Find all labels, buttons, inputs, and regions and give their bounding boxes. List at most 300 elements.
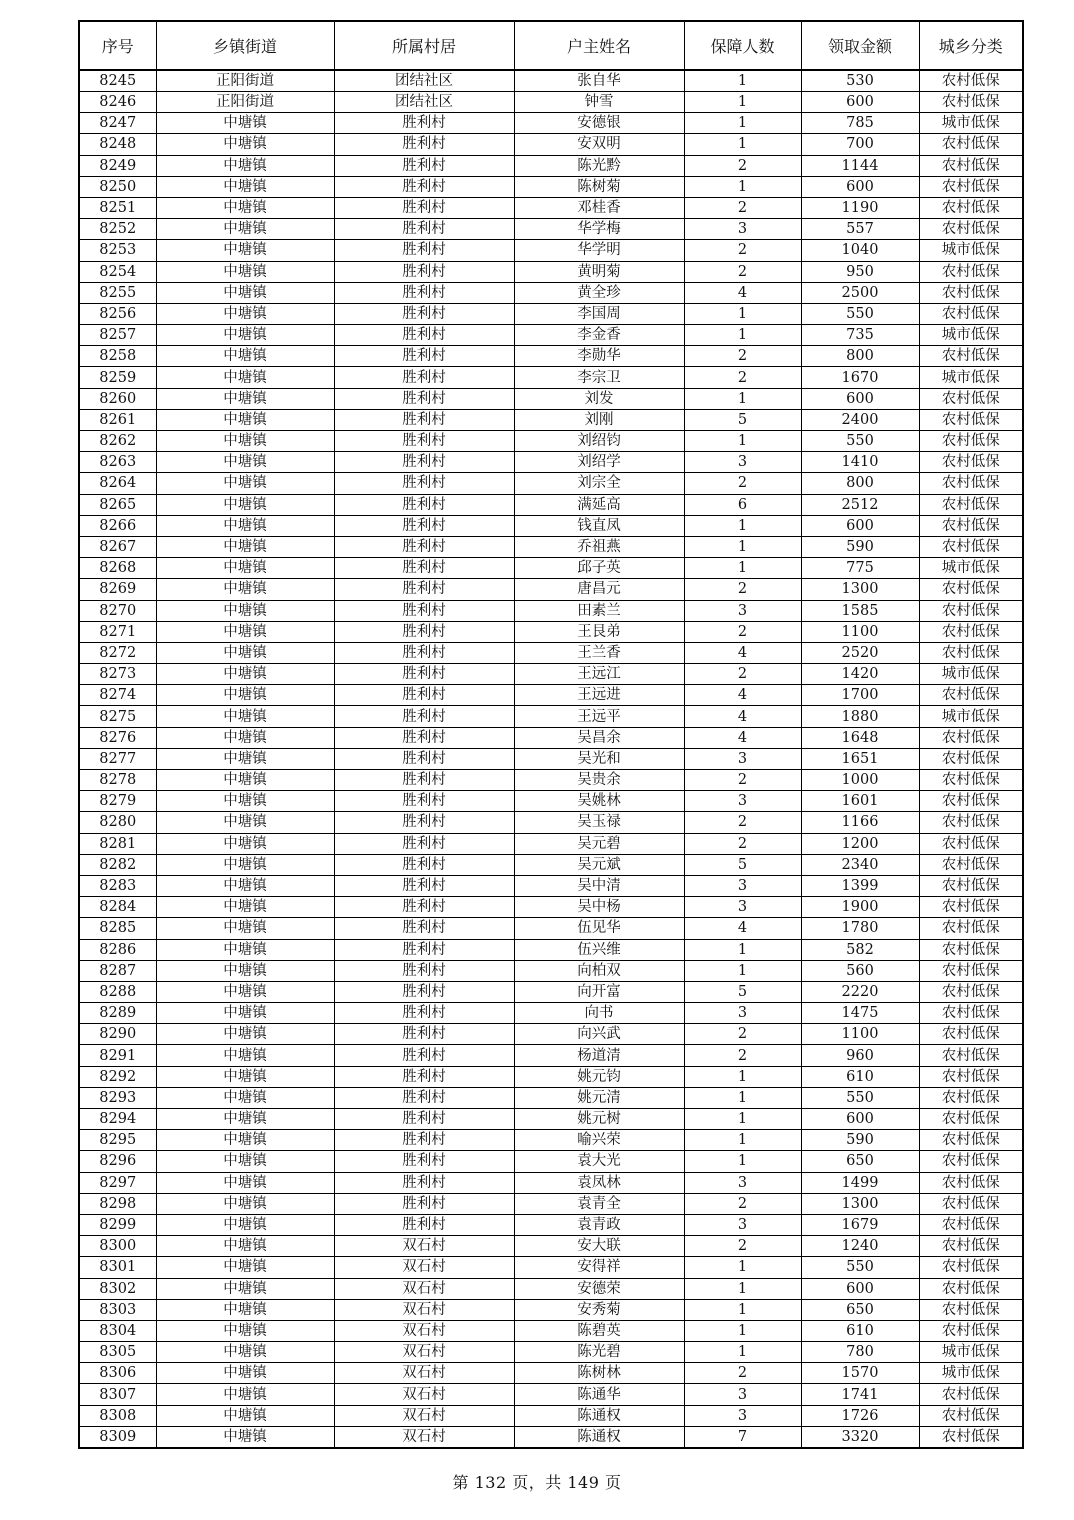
cell-category: 农村低保 xyxy=(919,791,1023,812)
cell-amount: 600 xyxy=(801,92,919,113)
cell-township: 中塘镇 xyxy=(156,367,334,388)
cell-township: 中塘镇 xyxy=(156,515,334,536)
table-row xyxy=(79,706,1023,727)
cell-householder: 李金香 xyxy=(514,325,684,346)
cell-category: 城市低保 xyxy=(919,706,1023,727)
cell-category: 农村低保 xyxy=(919,70,1023,92)
cell-village: 胜利村 xyxy=(334,791,514,812)
table-row xyxy=(79,960,1023,981)
cell-category: 农村低保 xyxy=(919,1384,1023,1405)
cell-persons: 3 xyxy=(684,1405,801,1426)
table-row xyxy=(79,854,1023,875)
cell-persons: 4 xyxy=(684,918,801,939)
cell-amount: 960 xyxy=(801,1045,919,1066)
cell-category: 农村低保 xyxy=(919,261,1023,282)
cell-township: 中塘镇 xyxy=(156,1003,334,1024)
cell-township: 中塘镇 xyxy=(156,1130,334,1151)
cell-amount: 1166 xyxy=(801,812,919,833)
cell-index: 8300 xyxy=(79,1236,156,1257)
table-row xyxy=(79,664,1023,685)
table-row xyxy=(79,92,1023,113)
cell-township: 中塘镇 xyxy=(156,1342,334,1363)
cell-persons: 4 xyxy=(684,282,801,303)
cell-householder: 陈碧英 xyxy=(514,1320,684,1341)
cell-amount: 735 xyxy=(801,325,919,346)
cell-category: 城市低保 xyxy=(919,664,1023,685)
table-row xyxy=(79,325,1023,346)
cell-amount: 650 xyxy=(801,1299,919,1320)
cell-persons: 2 xyxy=(684,473,801,494)
cell-amount: 2500 xyxy=(801,282,919,303)
cell-index: 8306 xyxy=(79,1363,156,1384)
cell-householder: 刘刚 xyxy=(514,409,684,430)
cell-householder: 吴玉禄 xyxy=(514,812,684,833)
cell-category: 农村低保 xyxy=(919,854,1023,875)
cell-village: 胜利村 xyxy=(334,515,514,536)
cell-persons: 2 xyxy=(684,197,801,218)
cell-persons: 1 xyxy=(684,1087,801,1108)
table-row xyxy=(79,494,1023,515)
cell-householder: 王兰香 xyxy=(514,642,684,663)
cell-persons: 4 xyxy=(684,642,801,663)
cell-index: 8247 xyxy=(79,113,156,134)
table-row xyxy=(79,219,1023,240)
cell-amount: 1700 xyxy=(801,685,919,706)
cell-amount: 800 xyxy=(801,346,919,367)
cell-householder: 陈光黔 xyxy=(514,155,684,176)
table-row xyxy=(79,1214,1023,1235)
table-row xyxy=(79,282,1023,303)
cell-township: 中塘镇 xyxy=(156,664,334,685)
cell-township: 中塘镇 xyxy=(156,727,334,748)
cell-amount: 3320 xyxy=(801,1426,919,1448)
cell-amount: 650 xyxy=(801,1151,919,1172)
cell-township: 中塘镇 xyxy=(156,282,334,303)
cell-index: 8250 xyxy=(79,176,156,197)
cell-index: 8273 xyxy=(79,664,156,685)
cell-householder: 李国周 xyxy=(514,303,684,324)
cell-householder: 吴贵余 xyxy=(514,770,684,791)
cell-persons: 2 xyxy=(684,346,801,367)
cell-category: 农村低保 xyxy=(919,960,1023,981)
cell-township: 正阳街道 xyxy=(156,92,334,113)
cell-householder: 安双明 xyxy=(514,134,684,155)
cell-township: 中塘镇 xyxy=(156,960,334,981)
cell-persons: 1 xyxy=(684,176,801,197)
cell-amount: 582 xyxy=(801,939,919,960)
cell-amount: 1144 xyxy=(801,155,919,176)
header-persons: 保障人数 xyxy=(684,21,801,70)
cell-persons: 2 xyxy=(684,770,801,791)
table-row xyxy=(79,918,1023,939)
cell-category: 农村低保 xyxy=(919,833,1023,854)
cell-township: 中塘镇 xyxy=(156,981,334,1002)
cell-category: 农村低保 xyxy=(919,918,1023,939)
table-row xyxy=(79,1109,1023,1130)
cell-village: 胜利村 xyxy=(334,367,514,388)
cell-householder: 刘绍钧 xyxy=(514,431,684,452)
cell-index: 8261 xyxy=(79,409,156,430)
cell-village: 胜利村 xyxy=(334,706,514,727)
cell-township: 中塘镇 xyxy=(156,431,334,452)
cell-amount: 780 xyxy=(801,1342,919,1363)
cell-index: 8246 xyxy=(79,92,156,113)
cell-persons: 2 xyxy=(684,1024,801,1045)
cell-index: 8289 xyxy=(79,1003,156,1024)
cell-village: 胜利村 xyxy=(334,621,514,642)
cell-householder: 吴中清 xyxy=(514,875,684,896)
cell-category: 农村低保 xyxy=(919,1236,1023,1257)
cell-category: 城市低保 xyxy=(919,240,1023,261)
table-row xyxy=(79,346,1023,367)
cell-persons: 1 xyxy=(684,303,801,324)
cell-village: 胜利村 xyxy=(334,1130,514,1151)
cell-householder: 唐昌元 xyxy=(514,579,684,600)
cell-township: 中塘镇 xyxy=(156,918,334,939)
cell-township: 中塘镇 xyxy=(156,600,334,621)
cell-township: 中塘镇 xyxy=(156,897,334,918)
cell-village: 双石村 xyxy=(334,1405,514,1426)
cell-householder: 王远平 xyxy=(514,706,684,727)
cell-index: 8264 xyxy=(79,473,156,494)
cell-persons: 1 xyxy=(684,1151,801,1172)
cell-village: 胜利村 xyxy=(334,1024,514,1045)
cell-category: 农村低保 xyxy=(919,642,1023,663)
cell-householder: 陈树菊 xyxy=(514,176,684,197)
cell-persons: 2 xyxy=(684,1363,801,1384)
cell-householder: 袁大光 xyxy=(514,1151,684,1172)
table-row xyxy=(79,1384,1023,1405)
cell-householder: 安德荣 xyxy=(514,1278,684,1299)
cell-persons: 1 xyxy=(684,1109,801,1130)
cell-village: 胜利村 xyxy=(334,219,514,240)
table-row xyxy=(79,197,1023,218)
cell-amount: 1651 xyxy=(801,748,919,769)
cell-village: 双石村 xyxy=(334,1342,514,1363)
cell-township: 中塘镇 xyxy=(156,197,334,218)
cell-village: 胜利村 xyxy=(334,473,514,494)
cell-householder: 陈通权 xyxy=(514,1405,684,1426)
cell-category: 农村低保 xyxy=(919,134,1023,155)
cell-village: 胜利村 xyxy=(334,897,514,918)
cell-village: 双石村 xyxy=(334,1257,514,1278)
cell-township: 中塘镇 xyxy=(156,1172,334,1193)
cell-persons: 3 xyxy=(684,897,801,918)
cell-persons: 5 xyxy=(684,409,801,430)
cell-index: 8299 xyxy=(79,1214,156,1235)
cell-persons: 1 xyxy=(684,1257,801,1278)
cell-index: 8298 xyxy=(79,1193,156,1214)
table-row xyxy=(79,367,1023,388)
cell-householder: 刘发 xyxy=(514,388,684,409)
cell-township: 中塘镇 xyxy=(156,1257,334,1278)
cell-village: 胜利村 xyxy=(334,981,514,1002)
cell-category: 农村低保 xyxy=(919,219,1023,240)
table-row xyxy=(79,875,1023,896)
cell-index: 8270 xyxy=(79,600,156,621)
cell-householder: 陈树林 xyxy=(514,1363,684,1384)
cell-persons: 1 xyxy=(684,960,801,981)
cell-category: 农村低保 xyxy=(919,155,1023,176)
cell-village: 胜利村 xyxy=(334,642,514,663)
cell-category: 农村低保 xyxy=(919,600,1023,621)
cell-persons: 2 xyxy=(684,1236,801,1257)
cell-amount: 1648 xyxy=(801,727,919,748)
welfare-roster-table xyxy=(78,20,1024,1449)
cell-village: 胜利村 xyxy=(334,388,514,409)
cell-amount: 1100 xyxy=(801,1024,919,1045)
table-row xyxy=(79,1320,1023,1341)
cell-township: 中塘镇 xyxy=(156,1214,334,1235)
cell-amount: 2340 xyxy=(801,854,919,875)
cell-persons: 1 xyxy=(684,939,801,960)
cell-category: 农村低保 xyxy=(919,1278,1023,1299)
cell-amount: 950 xyxy=(801,261,919,282)
cell-amount: 550 xyxy=(801,431,919,452)
cell-township: 中塘镇 xyxy=(156,346,334,367)
cell-village: 胜利村 xyxy=(334,113,514,134)
cell-householder: 李宗卫 xyxy=(514,367,684,388)
cell-householder: 安大联 xyxy=(514,1236,684,1257)
cell-persons: 3 xyxy=(684,219,801,240)
cell-village: 胜利村 xyxy=(334,833,514,854)
cell-amount: 1585 xyxy=(801,600,919,621)
cell-amount: 800 xyxy=(801,473,919,494)
table-row xyxy=(79,155,1023,176)
cell-persons: 2 xyxy=(684,1045,801,1066)
cell-persons: 1 xyxy=(684,70,801,92)
cell-persons: 1 xyxy=(684,113,801,134)
cell-category: 农村低保 xyxy=(919,1214,1023,1235)
cell-householder: 向开富 xyxy=(514,981,684,1002)
cell-village: 胜利村 xyxy=(334,176,514,197)
cell-township: 中塘镇 xyxy=(156,409,334,430)
cell-township: 中塘镇 xyxy=(156,791,334,812)
cell-amount: 785 xyxy=(801,113,919,134)
cell-category: 农村低保 xyxy=(919,981,1023,1002)
cell-category: 农村低保 xyxy=(919,1087,1023,1108)
cell-householder: 华学明 xyxy=(514,240,684,261)
cell-category: 农村低保 xyxy=(919,1151,1023,1172)
cell-category: 农村低保 xyxy=(919,1024,1023,1045)
cell-persons: 2 xyxy=(684,240,801,261)
cell-category: 农村低保 xyxy=(919,176,1023,197)
cell-householder: 姚元钧 xyxy=(514,1066,684,1087)
cell-amount: 600 xyxy=(801,388,919,409)
cell-village: 胜利村 xyxy=(334,303,514,324)
cell-village: 胜利村 xyxy=(334,1003,514,1024)
table-row xyxy=(79,176,1023,197)
cell-index: 8294 xyxy=(79,1109,156,1130)
cell-amount: 775 xyxy=(801,558,919,579)
cell-persons: 1 xyxy=(684,388,801,409)
cell-village: 胜利村 xyxy=(334,1172,514,1193)
cell-index: 8256 xyxy=(79,303,156,324)
cell-householder: 向柏双 xyxy=(514,960,684,981)
table-row xyxy=(79,748,1023,769)
cell-amount: 610 xyxy=(801,1320,919,1341)
cell-persons: 2 xyxy=(684,1193,801,1214)
cell-category: 农村低保 xyxy=(919,1320,1023,1341)
cell-township: 中塘镇 xyxy=(156,1426,334,1448)
cell-householder: 陈通华 xyxy=(514,1384,684,1405)
cell-village: 胜利村 xyxy=(334,536,514,557)
cell-persons: 2 xyxy=(684,664,801,685)
table-row xyxy=(79,833,1023,854)
cell-category: 农村低保 xyxy=(919,939,1023,960)
cell-township: 中塘镇 xyxy=(156,1320,334,1341)
cell-village: 胜利村 xyxy=(334,197,514,218)
table-row xyxy=(79,388,1023,409)
cell-amount: 550 xyxy=(801,1257,919,1278)
cell-persons: 3 xyxy=(684,1172,801,1193)
cell-village: 胜利村 xyxy=(334,812,514,833)
cell-township: 中塘镇 xyxy=(156,854,334,875)
cell-village: 双石村 xyxy=(334,1299,514,1320)
cell-index: 8278 xyxy=(79,770,156,791)
cell-amount: 2220 xyxy=(801,981,919,1002)
cell-category: 农村低保 xyxy=(919,1130,1023,1151)
cell-village: 双石村 xyxy=(334,1320,514,1341)
cell-index: 8284 xyxy=(79,897,156,918)
cell-category: 农村低保 xyxy=(919,1172,1023,1193)
cell-index: 8269 xyxy=(79,579,156,600)
cell-persons: 3 xyxy=(684,1003,801,1024)
cell-householder: 伍见华 xyxy=(514,918,684,939)
cell-persons: 1 xyxy=(684,515,801,536)
cell-village: 胜利村 xyxy=(334,1214,514,1235)
cell-persons: 1 xyxy=(684,1278,801,1299)
cell-township: 中塘镇 xyxy=(156,494,334,515)
cell-amount: 600 xyxy=(801,176,919,197)
cell-persons: 4 xyxy=(684,685,801,706)
cell-householder: 袁青全 xyxy=(514,1193,684,1214)
cell-category: 农村低保 xyxy=(919,1066,1023,1087)
table-row xyxy=(79,515,1023,536)
cell-village: 团结社区 xyxy=(334,70,514,92)
cell-township: 中塘镇 xyxy=(156,176,334,197)
table-row xyxy=(79,939,1023,960)
table-row xyxy=(79,558,1023,579)
table-row xyxy=(79,409,1023,430)
cell-persons: 1 xyxy=(684,134,801,155)
cell-village: 胜利村 xyxy=(334,155,514,176)
header-village: 所属村居 xyxy=(334,21,514,70)
cell-index: 8285 xyxy=(79,918,156,939)
cell-township: 中塘镇 xyxy=(156,642,334,663)
cell-category: 农村低保 xyxy=(919,494,1023,515)
cell-index: 8302 xyxy=(79,1278,156,1299)
table-row xyxy=(79,1426,1023,1448)
cell-category: 农村低保 xyxy=(919,685,1023,706)
cell-amount: 1399 xyxy=(801,875,919,896)
table-row xyxy=(79,134,1023,155)
cell-persons: 1 xyxy=(684,431,801,452)
cell-township: 中塘镇 xyxy=(156,621,334,642)
cell-index: 8266 xyxy=(79,515,156,536)
cell-village: 双石村 xyxy=(334,1426,514,1448)
table-row xyxy=(79,1363,1023,1384)
cell-householder: 刘宗全 xyxy=(514,473,684,494)
cell-township: 中塘镇 xyxy=(156,261,334,282)
cell-amount: 550 xyxy=(801,1087,919,1108)
cell-index: 8245 xyxy=(79,70,156,92)
table-header xyxy=(79,21,1023,70)
header-category: 城乡分类 xyxy=(919,21,1023,70)
cell-category: 农村低保 xyxy=(919,536,1023,557)
table-row xyxy=(79,240,1023,261)
cell-category: 农村低保 xyxy=(919,1003,1023,1024)
cell-householder: 陈通权 xyxy=(514,1426,684,1448)
cell-householder: 吴元斌 xyxy=(514,854,684,875)
table-body xyxy=(79,70,1023,1448)
cell-category: 农村低保 xyxy=(919,1426,1023,1448)
cell-persons: 1 xyxy=(684,1320,801,1341)
cell-township: 中塘镇 xyxy=(156,939,334,960)
cell-householder: 吴光和 xyxy=(514,748,684,769)
cell-township: 中塘镇 xyxy=(156,1151,334,1172)
cell-category: 农村低保 xyxy=(919,92,1023,113)
cell-persons: 3 xyxy=(684,875,801,896)
cell-township: 中塘镇 xyxy=(156,1405,334,1426)
cell-village: 胜利村 xyxy=(334,770,514,791)
cell-householder: 钟雪 xyxy=(514,92,684,113)
cell-category: 农村低保 xyxy=(919,897,1023,918)
cell-householder: 黄明菊 xyxy=(514,261,684,282)
cell-index: 8293 xyxy=(79,1087,156,1108)
cell-index: 8288 xyxy=(79,981,156,1002)
cell-village: 胜利村 xyxy=(334,1193,514,1214)
cell-township: 中塘镇 xyxy=(156,155,334,176)
cell-index: 8281 xyxy=(79,833,156,854)
cell-persons: 5 xyxy=(684,854,801,875)
cell-householder: 吴中杨 xyxy=(514,897,684,918)
cell-householder: 满延高 xyxy=(514,494,684,515)
cell-township: 中塘镇 xyxy=(156,536,334,557)
cell-index: 8295 xyxy=(79,1130,156,1151)
cell-village: 胜利村 xyxy=(334,452,514,473)
cell-category: 农村低保 xyxy=(919,452,1023,473)
cell-category: 农村低保 xyxy=(919,1257,1023,1278)
cell-village: 胜利村 xyxy=(334,600,514,621)
table-row xyxy=(79,431,1023,452)
cell-village: 胜利村 xyxy=(334,579,514,600)
cell-index: 8259 xyxy=(79,367,156,388)
cell-township: 中塘镇 xyxy=(156,706,334,727)
table-row xyxy=(79,536,1023,557)
cell-index: 8304 xyxy=(79,1320,156,1341)
cell-village: 胜利村 xyxy=(334,664,514,685)
cell-township: 中塘镇 xyxy=(156,240,334,261)
cell-index: 8296 xyxy=(79,1151,156,1172)
cell-township: 中塘镇 xyxy=(156,219,334,240)
cell-village: 胜利村 xyxy=(334,1109,514,1130)
cell-amount: 1570 xyxy=(801,1363,919,1384)
table-row xyxy=(79,897,1023,918)
cell-index: 8265 xyxy=(79,494,156,515)
cell-amount: 590 xyxy=(801,1130,919,1151)
cell-householder: 黄全珍 xyxy=(514,282,684,303)
cell-village: 胜利村 xyxy=(334,685,514,706)
cell-index: 8263 xyxy=(79,452,156,473)
cell-amount: 1726 xyxy=(801,1405,919,1426)
cell-village: 胜利村 xyxy=(334,1151,514,1172)
cell-village: 胜利村 xyxy=(334,134,514,155)
cell-householder: 向兴武 xyxy=(514,1024,684,1045)
table-row xyxy=(79,1193,1023,1214)
cell-persons: 2 xyxy=(684,261,801,282)
cell-index: 8262 xyxy=(79,431,156,452)
